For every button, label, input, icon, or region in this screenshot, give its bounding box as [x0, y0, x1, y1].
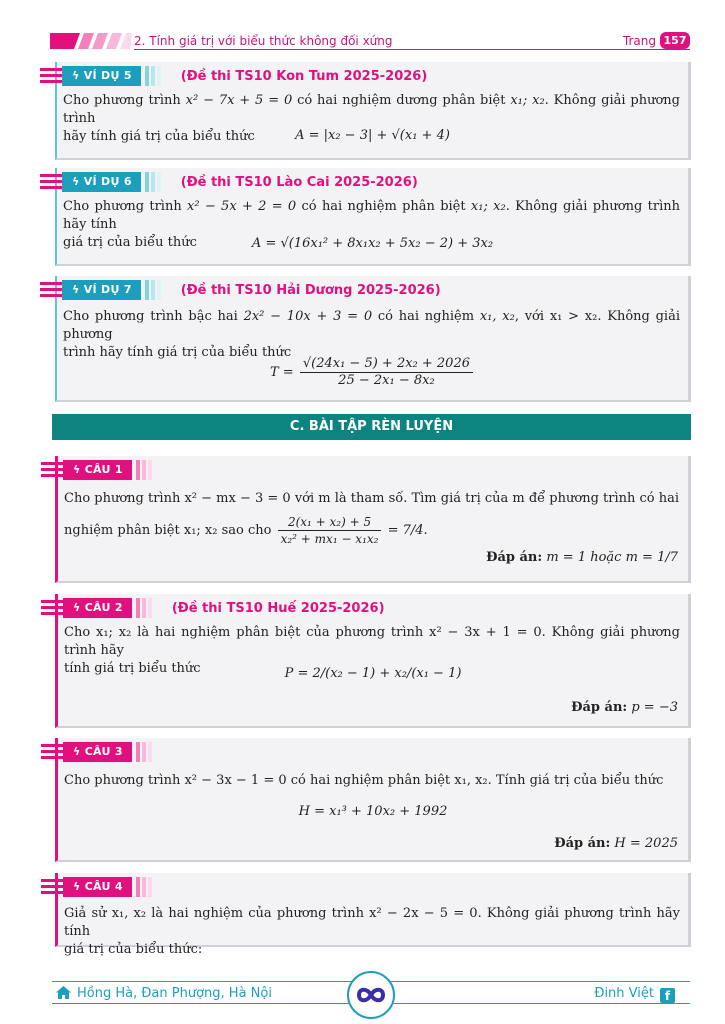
tag-bars	[143, 66, 161, 86]
exercise-2-answer: Đáp án: p = −3	[571, 700, 678, 715]
exercise-4-text: Giả sử x₁, x₂ là hai nghiệm của phương trình x² − 2x − 5 = 0. Không giải phương trình hãy tính giá trị của biểu thức:	[64, 906, 680, 957]
exercise-1-answer: Đáp án: m = 1 hoặc m = 1/7	[486, 550, 678, 565]
tag-bars	[143, 172, 161, 192]
formula-denominator: 25 − 2x₁ − 8x₂	[338, 373, 435, 388]
bolt-icon: ϟ	[73, 745, 85, 758]
page-header	[50, 33, 690, 51]
exercise-3-box	[55, 738, 691, 862]
example-7-text: Cho phương trình bậc hai 2x² − 10x + 3 = 0 có hai nghiệm x₁, x₂, với x₁ > x₂. Không giải phương trình hãy tính giá trị của biểu thức	[63, 309, 680, 360]
page-label: Trang	[622, 34, 656, 48]
exercise-3-answer: Đáp án: H = 2025	[554, 836, 678, 851]
example-5-formula: A = |x₂ − 3| + √(x₁ + 4)	[295, 128, 450, 143]
tag-bars	[134, 460, 152, 480]
exercise-2-text: Cho x₁; x₂ là hai nghiệm phân biệt của phương trình x² − 3x + 1 = 0. Không giải phương trình hãy tính giá trị biểu thức	[64, 625, 680, 676]
exercise-tag: ϟ CÂU 2	[63, 598, 132, 618]
tag-lines-icon	[40, 68, 64, 84]
footer-author: Đinh Việt f	[594, 986, 675, 1003]
exercise-1-box	[55, 456, 691, 583]
infinity-logo-icon	[346, 970, 396, 1020]
exercise-2-tag-row	[44, 598, 385, 618]
section-title: C. BÀI TẬP RÈN LUYỆN	[52, 414, 691, 440]
tag-lines-icon	[41, 600, 65, 616]
tag-bars	[134, 742, 152, 762]
tag-bars	[134, 598, 152, 618]
exercise-1-tag-row	[44, 460, 152, 480]
exercise-3-tag-row	[44, 742, 152, 762]
example-7-box	[55, 276, 691, 402]
exercise-4-tag-row	[44, 877, 152, 897]
tag-lines-icon	[40, 282, 64, 298]
tag-lines-icon	[41, 462, 65, 478]
example-7-formula: T = $\frac{\text{√(24x₁ − 5) + 2x₂ + 2026}}{\text{25 − 2x₁ − 8x₂}}$	[57, 356, 688, 389]
example-source: (Đề thi TS10 Lào Cai 2025-2026)	[180, 174, 418, 190]
exercise-2-formula: P = 2/(x₂ − 1) + x₂/(x₁ − 1)	[284, 666, 462, 681]
example-source: (Đề thi TS10 Hải Dương 2025-2026)	[180, 282, 441, 298]
bolt-icon: ϟ	[73, 601, 85, 614]
facebook-icon[interactable]: f	[660, 988, 675, 1003]
header-rule	[134, 49, 690, 50]
exercise-tag: ϟ CÂU 3	[63, 742, 132, 762]
exercise-2-box	[55, 594, 691, 728]
chapter-title: 2. Tính giá trị với biểu thức không đối xứng	[134, 34, 393, 48]
exercise-3-formula: H = x₁³ + 10x₂ + 1992	[298, 804, 448, 819]
exercise-1-text: Cho phương trình x² − mx − 3 = 0 với m là tham số. Tìm giá trị của m để phương trình có hai nghiệm phân biệt x₁; x₂ sao cho $\frac{\text{2(x₁ + x₂) + 5}}{\text{x₂² + mx₁ − x₁x₂}}$ = 7/4.	[64, 491, 680, 546]
example-5-box	[55, 62, 691, 160]
formula-numerator: √(24x₁ − 5) + 2x₂ + 2026	[300, 356, 473, 373]
header-stripes-icon	[50, 33, 132, 51]
example-6-text: Cho phương trình x² − 5x + 2 = 0 có hai nghiệm phân biệt x₁; x₂. Không giải phương trình hãy tính giá trị của biểu thức	[63, 199, 680, 250]
example-5-text: Cho phương trình x² − 7x + 5 = 0 có hai nghiệm dương phân biệt x₁; x₂. Không giải phương trình hãy tính giá trị của biểu thức	[63, 93, 680, 144]
example-6-formula: A = √(16x₁² + 8x₁x₂ + 5x₂ − 2) + 3x₂	[251, 236, 494, 251]
exercise-4-box	[55, 873, 691, 957]
bolt-icon: ϟ	[73, 880, 85, 893]
example-7-tag-row	[43, 280, 441, 300]
exercise-tag: ϟ CÂU 1	[63, 460, 132, 480]
tag-bars	[134, 877, 152, 897]
bolt-icon: ϟ	[73, 463, 85, 476]
tag-lines-icon	[40, 174, 64, 190]
home-icon	[56, 986, 71, 999]
example-tag: ϟ VÍ DỤ 7	[62, 280, 141, 300]
example-tag: ϟ VÍ DỤ 6	[62, 172, 141, 192]
example-6-box	[55, 168, 691, 266]
example-6-tag-row	[43, 172, 418, 192]
example-tag: ϟ VÍ DỤ 5	[62, 66, 141, 86]
exercise-tag: ϟ CÂU 4	[63, 877, 132, 897]
tag-lines-icon	[41, 744, 65, 760]
exercise-source: (Đề thi TS10 Huế 2025-2026)	[171, 600, 385, 616]
bolt-icon: ϟ	[72, 283, 84, 296]
example-source: (Đề thi TS10 Kon Tum 2025-2026)	[180, 68, 428, 84]
footer-address: Hồng Hà, Đan Phượng, Hà Nội	[56, 986, 272, 1001]
tag-lines-icon	[41, 879, 65, 895]
page-number: 157	[660, 32, 690, 49]
bolt-icon: ϟ	[72, 175, 84, 188]
exercise-3-text: Cho phương trình x² − 3x − 1 = 0 có hai nghiệm phân biệt x₁, x₂. Tính giá trị của biểu thức	[64, 773, 664, 788]
tag-bars	[143, 280, 161, 300]
example-5-tag-row	[43, 66, 427, 86]
bolt-icon: ϟ	[72, 69, 84, 82]
